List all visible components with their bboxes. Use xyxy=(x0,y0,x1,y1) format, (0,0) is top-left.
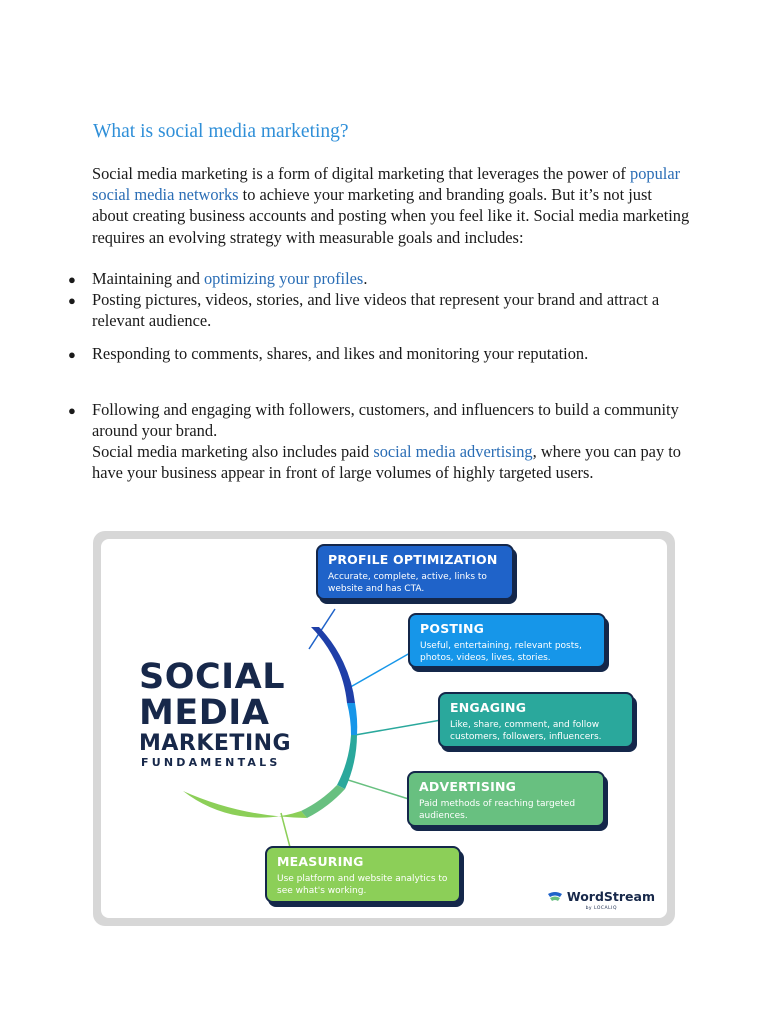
social-advertising-link[interactable]: social media advertising xyxy=(373,442,533,461)
card-title: ENGAGING xyxy=(450,700,527,715)
arc-segment-posting xyxy=(347,703,357,735)
infographic-title-social: SOCIAL xyxy=(139,657,286,697)
card-engaging xyxy=(438,692,634,748)
intro-text-1: Social media marketing is a form of digital marketing that leverages the power of xyxy=(92,164,630,183)
card-description: Useful, entertaining, relevant posts, photos, videos, lives, stories. xyxy=(420,641,582,663)
closing-paragraph xyxy=(92,441,692,483)
arc-segment-advertising xyxy=(301,785,345,818)
infographic-title-media: MEDIA xyxy=(139,693,270,733)
bullet-item: Posting pictures, videos, stories, and live videos that represent your brand and attract a relevant audience. xyxy=(92,290,660,331)
page-title: What is social media marketing? xyxy=(93,121,349,142)
infographic-title-fundamentals: FUNDAMENTALS xyxy=(141,756,281,769)
popular-networks-link[interactable]: popular social media networks xyxy=(92,164,681,205)
bullet-marker: ● xyxy=(68,347,76,362)
arc-segment-profile xyxy=(311,627,355,703)
card-description: Use platform and website analytics to see what's working. xyxy=(277,874,448,896)
connector-line xyxy=(347,649,417,689)
wordstream-byline: by LOCALIQ xyxy=(585,906,617,911)
bullet-text: Maintaining and xyxy=(92,269,204,288)
wordstream-wordmark: WordStream xyxy=(566,889,655,904)
bullet-item xyxy=(92,268,692,289)
connector-line xyxy=(355,719,447,735)
card-title: ADVERTISING xyxy=(419,779,517,794)
bullet-text-end: . xyxy=(363,269,368,288)
card-title: MEASURING xyxy=(277,854,364,869)
optimizing-profiles-link[interactable]: optimizing your profiles xyxy=(203,269,364,288)
bullet-marker: ● xyxy=(68,272,76,287)
bullet-marker: ● xyxy=(68,403,76,418)
infographic xyxy=(101,539,667,918)
bullet-item: Following and engaging with followers, customers, and influencers to build a community around your brand. xyxy=(92,400,679,441)
card-description: Paid methods of reaching targeted audiences. xyxy=(419,799,576,821)
card-advertising xyxy=(407,771,605,827)
closing-text-2: , where you can pay to have your business appear in front of large volumes of highly targeted users. xyxy=(92,442,681,483)
closing-text-1: Social media marketing also includes paid xyxy=(92,442,374,461)
infographic-title-marketing: MARKETING xyxy=(139,731,292,756)
bullet-item: Responding to comments, shares, and likes and monitoring your reputation. xyxy=(92,344,589,363)
bullet-marker: ● xyxy=(68,293,76,308)
connector-line xyxy=(345,779,415,801)
infographic-frame xyxy=(93,531,675,926)
wordstream-mark-icon xyxy=(547,890,563,904)
card-measuring xyxy=(265,846,461,903)
card-description: Accurate, complete, active, links to website and has CTA. xyxy=(328,572,487,594)
arc-segment-engaging xyxy=(337,735,357,789)
card-description: Like, share, comment, and follow customers, followers, influencers. xyxy=(450,720,602,742)
card-profile-optimization xyxy=(316,544,514,600)
wordstream-logo xyxy=(547,889,655,904)
card-posting xyxy=(408,613,606,668)
intro-text-2: to achieve your marketing and branding goals. But it’s not just about creating business accounts and posting when you feel like it. Social media marketing requires an evolving strategy with measurable goals and includes: xyxy=(92,185,690,247)
arc-segment-measuring xyxy=(183,791,307,818)
card-title: POSTING xyxy=(420,621,485,636)
card-title: PROFILE OPTIMIZATION xyxy=(328,552,498,567)
intro-paragraph xyxy=(92,163,692,248)
